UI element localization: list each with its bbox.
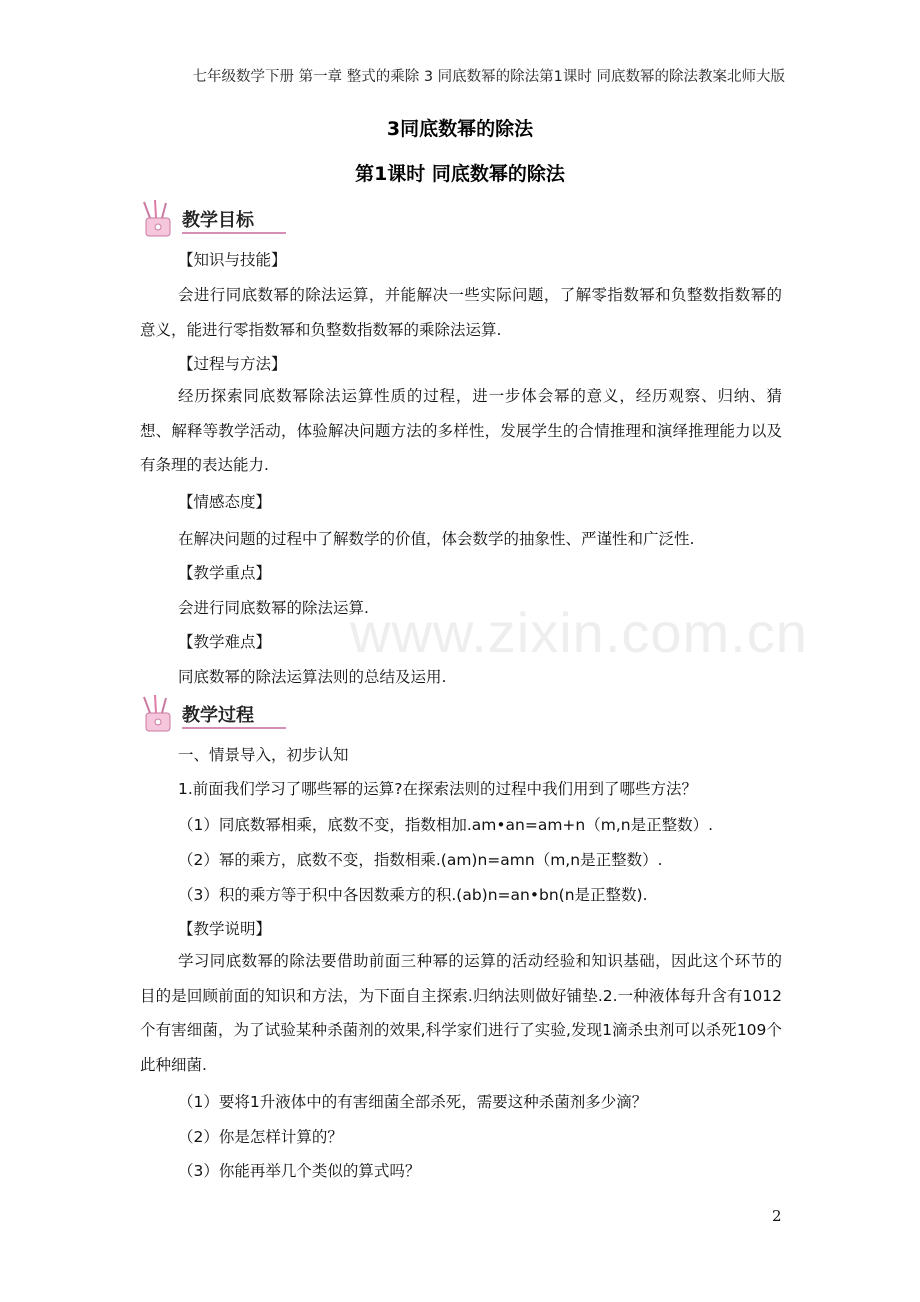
step-intro: 一、情景导入，初步认知: [178, 746, 349, 764]
text-emotion: 在解决问题的过程中了解数学的价值，体会数学的抽象性、严谨性和广泛性.: [178, 530, 695, 548]
review-item-3: （3）积的乘方等于积中各因数乘方的积.(ab)n=an•bn(n是正整数).: [178, 886, 648, 904]
sub-question-2: （2）你是怎样计算的？: [178, 1128, 343, 1146]
label-knowledge: 【知识与技能】: [178, 251, 287, 269]
label-process-method: 【过程与方法】: [178, 355, 287, 373]
text-teaching-note: 学习同底数幂的除法要借助前面三种幂的运算的活动经验和知识基础，因此这个环节的目的是回顾前面的知识和方法，为下面自主探索.归纳法则做好铺垫.2.一种液体每升含有1012个有害细菌，为了试验某种杀菌剂的效果,科学家们进行了实验,发现1滴杀虫剂可以杀死109个此种细菌.: [140, 952, 782, 1074]
section-heading-goals: [138, 200, 298, 240]
section-title: 教学过程: [182, 705, 254, 726]
label-difficulty: 【教学难点】: [178, 633, 272, 651]
text-key-point: 会进行同底数幂的除法运算.: [178, 599, 369, 617]
text-difficulty: 同底数幂的除法运算法则的总结及运用.: [178, 668, 447, 686]
review-item-1: （1）同底数幂相乘，底数不变，指数相加.am•an=am+n（m,n是正整数）.: [178, 816, 714, 834]
text-process-method: 经历探索同底数幂除法运算性质的过程，进一步体会幂的意义，经历观察、归纳、猜想、解释等教学活动，体验解决问题方法的多样性，发展学生的合情推理和演绎推理能力以及有条理的表达能力.: [140, 387, 782, 474]
label-key-point: 【教学重点】: [178, 564, 272, 582]
lesson-title: 3同底数幂的除法: [386, 118, 534, 140]
label-emotion: 【情感态度】: [178, 493, 272, 511]
sub-question-3: （3）你能再举几个类似的算式吗？: [178, 1162, 421, 1180]
review-item-2: （2）幂的乘方，底数不变，指数相乘.(am)n=amn（m,n是正整数）.: [178, 851, 663, 869]
section-title: 教学目标: [182, 210, 254, 231]
running-header: 七年级数学下册 第一章 整式的乘除 3 同底数幂的除法第1课时 同底数幂的除法教案北师大版: [192, 69, 785, 85]
text-knowledge: 会进行同底数幂的除法运算，并能解决一些实际问题，了解零指数幂和负整数指数幂的意义，能进行零指数幂和负整数指数幂的乘除法运算.: [140, 286, 782, 339]
watermark: www.zixin.com.cn: [350, 601, 808, 664]
page-number: 2: [772, 1207, 782, 1225]
sub-question-1: （1）要将1升液体中的有害细菌全部杀死，需要这种杀菌剂多少滴？: [178, 1093, 648, 1111]
question-1: 1.前面我们学习了哪些幂的运算?在探索法则的过程中我们用到了哪些方法？: [178, 780, 698, 798]
label-teaching-note: 【教学说明】: [178, 920, 272, 938]
section-heading-process: [138, 695, 298, 735]
lesson-subtitle: 第1课时 同底数幂的除法: [355, 163, 565, 185]
